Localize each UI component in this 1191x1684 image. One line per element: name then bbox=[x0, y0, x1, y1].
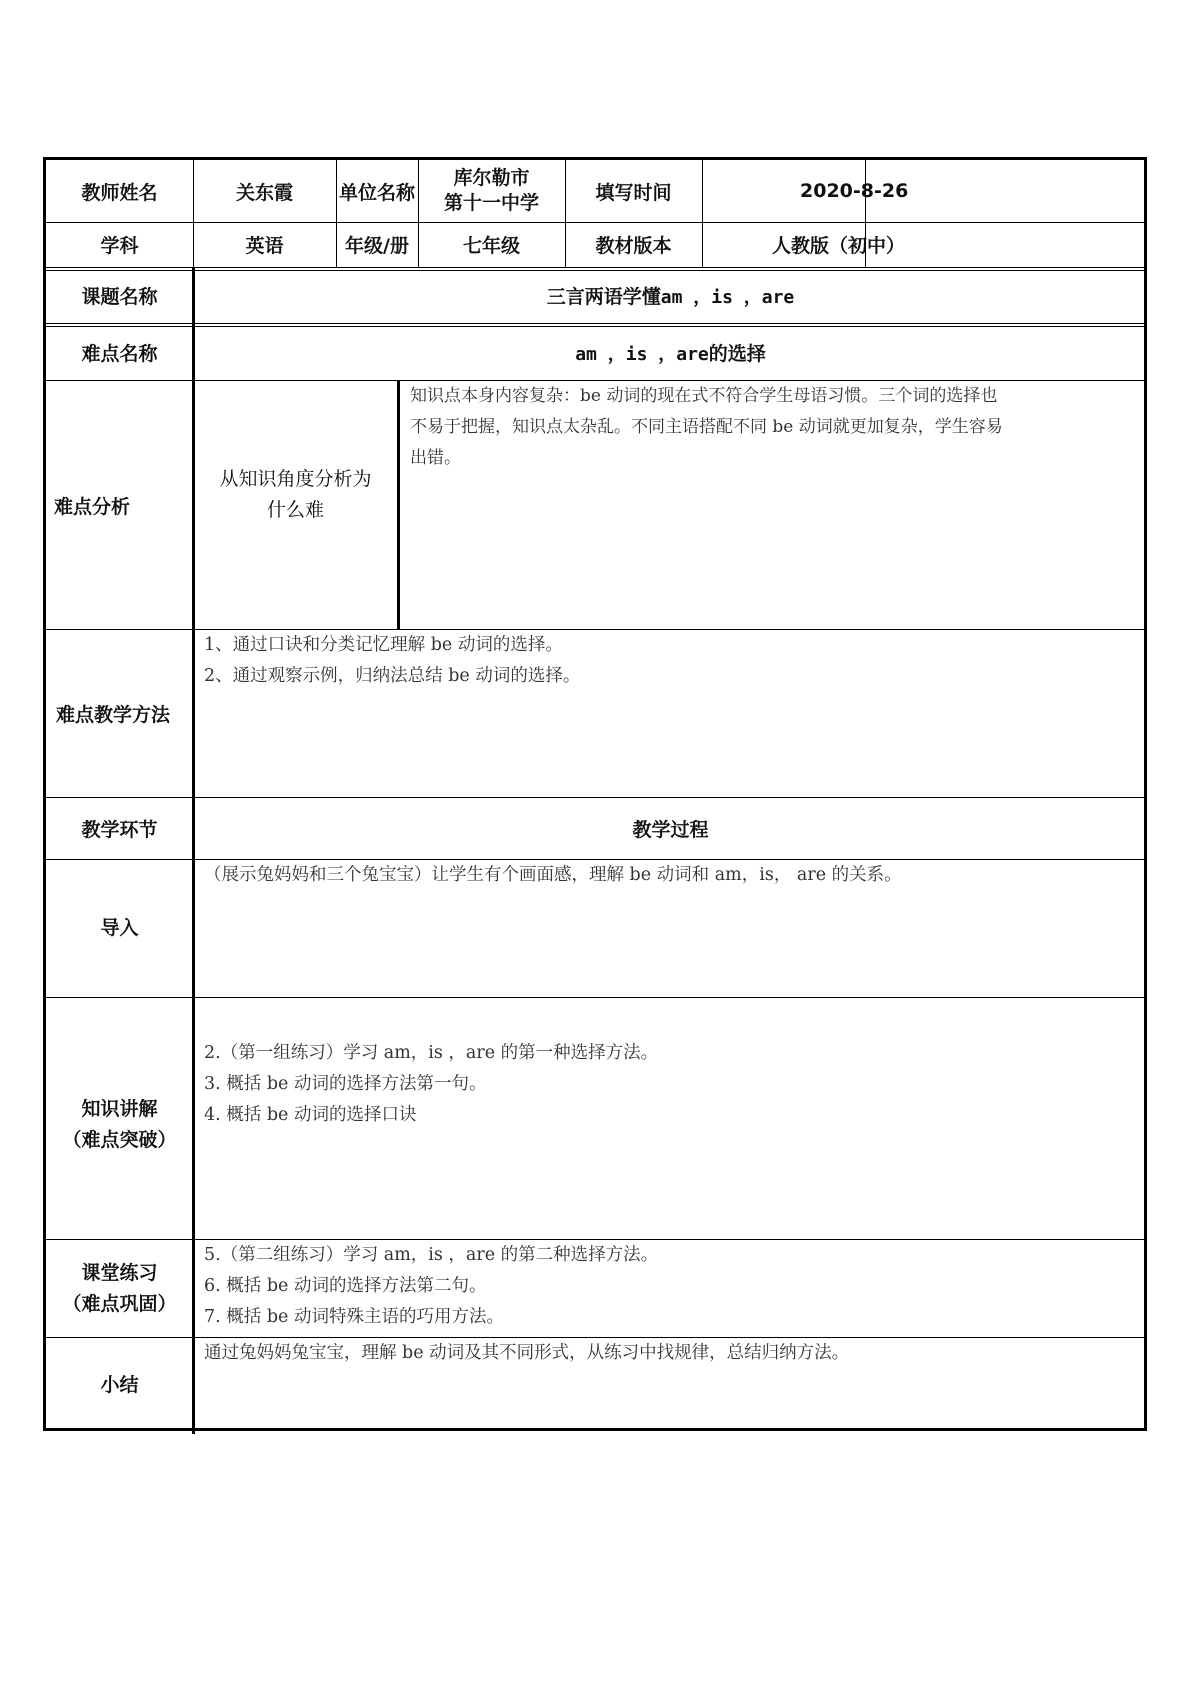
method-line: 2、通过观察示例，归纳法总结 be 动词的选择。 bbox=[204, 666, 581, 686]
stage-explain-label-line2: （难点突破） bbox=[62, 1128, 177, 1151]
stage-summary-label: 小结 bbox=[100, 1373, 139, 1396]
stage-intro-label: 导入 bbox=[100, 917, 139, 939]
difficulty-value-en: am ，is ，are bbox=[575, 343, 709, 365]
stage-line: 5.（第二组练习）学习 am，is ，are 的第二种选择方法。 bbox=[204, 1245, 659, 1265]
topic-value bbox=[194, 268, 1147, 323]
subject-value: 英语 bbox=[245, 235, 284, 257]
analysis-sublabel bbox=[194, 381, 397, 629]
lesson-plan-table bbox=[43, 157, 1147, 1431]
method-content bbox=[194, 630, 1147, 797]
stage-line: 通过兔妈妈兔宝宝，理解 be 动词及其不同形式，从练习中找规律，总结归纳方法。 bbox=[204, 1343, 850, 1363]
teacher-name-label: 教师姓名 bbox=[81, 181, 158, 204]
stage-summary-content bbox=[194, 1338, 1147, 1428]
unit-name-value bbox=[418, 160, 565, 222]
analysis-line: 不易于把握，知识点太杂乱。不同主语搭配不同 be 动词就更加复杂，学生容易 bbox=[410, 417, 1003, 437]
difficulty-value-cn: 的选择 bbox=[708, 343, 766, 365]
stage-line: 6. 概括 be 动词的选择方法第二句。 bbox=[204, 1276, 487, 1296]
stage-explain-content bbox=[194, 998, 1147, 1239]
grade-label: 年级/册 bbox=[345, 235, 409, 257]
fill-date-label: 填写时间 bbox=[595, 181, 672, 204]
unit-name-label: 单位名称 bbox=[338, 181, 415, 204]
analysis-sublabel-line2: 什么难 bbox=[266, 499, 324, 521]
stage-line: （展示兔妈妈和三个兔宝宝）让学生有个画面感，理解 be 动词和 am，is， are 的关系。 bbox=[204, 865, 902, 885]
process-header: 教学过程 bbox=[632, 819, 709, 841]
stage-practice-label-line2: （难点巩固） bbox=[62, 1292, 177, 1315]
stage-explain-label bbox=[46, 998, 193, 1239]
grade-value: 七年级 bbox=[462, 235, 520, 257]
stage-practice-label-line1: 课堂练习 bbox=[81, 1261, 158, 1284]
topic-value-cn: 三言两语学懂 bbox=[546, 286, 661, 308]
topic-label: 课题名称 bbox=[81, 286, 158, 308]
topic-value-en: am ，is ，are bbox=[660, 286, 795, 308]
subject-label: 学科 bbox=[100, 235, 139, 257]
fill-date-value: 2020-8-26 bbox=[800, 180, 909, 202]
stage-line: 7. 概括 be 动词特殊主语的巧用方法。 bbox=[204, 1307, 504, 1327]
edition-label: 教材版本 bbox=[595, 235, 672, 257]
difficulty-value bbox=[194, 325, 1147, 380]
unit-name-line1: 库尔勒市 bbox=[453, 167, 530, 189]
analysis-content bbox=[400, 381, 1147, 629]
stage-line: 4. 概括 be 动词的选择口诀 bbox=[204, 1105, 417, 1125]
stage-line: 3. 概括 be 动词的选择方法第一句。 bbox=[204, 1074, 487, 1094]
difficulty-label: 难点名称 bbox=[81, 343, 158, 365]
edition-value: 人教版（初中） bbox=[772, 235, 906, 257]
method-label: 难点教学方法 bbox=[56, 704, 171, 726]
analysis-label: 难点分析 bbox=[54, 495, 131, 518]
method-line: 1、通过口诀和分类记忆理解 be 动词的选择。 bbox=[204, 635, 563, 655]
analysis-sublabel-line1: 从知识角度分析为 bbox=[219, 468, 372, 490]
analysis-line: 知识点本身内容复杂：be 动词的现在式不符合学生母语习惯。三个词的选择也 bbox=[410, 386, 998, 406]
stage-practice-content bbox=[194, 1240, 1147, 1337]
stage-practice-label bbox=[46, 1240, 193, 1337]
stage-explain-label-line1: 知识讲解 bbox=[81, 1097, 158, 1120]
analysis-line: 出错。 bbox=[410, 448, 461, 468]
teacher-name-value: 关东霞 bbox=[235, 181, 293, 204]
stage-intro-content bbox=[194, 860, 1147, 997]
unit-name-line2: 第十一中学 bbox=[443, 192, 539, 214]
stage-line: 2.（第一组练习）学习 am，is ，are 的第一种选择方法。 bbox=[204, 1043, 659, 1063]
stage-header: 教学环节 bbox=[81, 819, 158, 841]
